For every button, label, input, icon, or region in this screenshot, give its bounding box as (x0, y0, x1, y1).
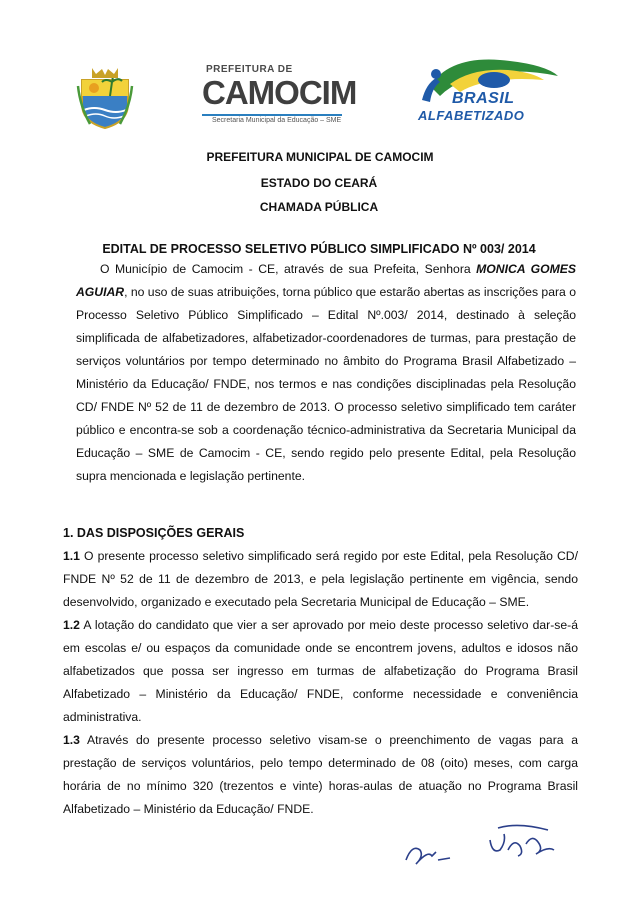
camocim-logo (76, 62, 357, 132)
camocim-underline (202, 114, 342, 116)
clause-text: O presente processo seletivo simplificado será regido por este Edital, pela Resolução CD/ FNDE Nº 52 de 11 de dezembro de 2013, e pela legislação pertinente em vigência, sendo desenvolvido, organizado e executado pela Secretaria Municipal de Educação – SME. (63, 549, 578, 609)
camocim-prefix: PREFEITURA DE (206, 64, 293, 75)
clause-1-3 (63, 729, 578, 821)
section-disposicoes-gerais (63, 522, 578, 821)
document-title-chamada: CHAMADA PÚBLICA (259, 200, 379, 214)
clause-text: Através do presente processo seletivo visam-se o preenchimento de vagas para a prestação de serviços voluntários, pelo tempo determinado de 08 (oito) meses, com carga horária de no mínimo 320 (trezentos e vinte) horas-aulas de atuação no Programa Brasil Alfabetizado – Ministério da Educação/ FNDE. (63, 733, 578, 816)
clause-1-1 (63, 545, 578, 614)
camocim-wordmark (140, 62, 357, 132)
camocim-subtitle: Secretaria Municipal da Educação – SME (212, 117, 342, 124)
prefeita-name: MONICA GOMES AGUIAR (76, 262, 576, 299)
brasil-alfabetizado-logo (410, 56, 560, 136)
intro-paragraph (76, 258, 576, 488)
intro-text-2: , no uso de suas atribuições, torna público que estarão abertas as inscrições para o Processo Seletivo Público Simplificado – Edital Nº.003/ 2014, destinado à seleção simplificada de alfabetizadores, alfabetizador-coordenadores de turmas, para prestação de serviços voluntários por tempo determinado no âmbito do Programa Brasil Alfabetizado – Ministério da Educação/ FNDE, nos termos e nas condições disciplinadas pela Resolução CD/ FNDE Nº 52 de 11 de dezembro de 2013. O processo seletivo simplificado tem caráter público e encontra-se sob a coordenação técnico-administrativa da Secretaria Municipal da Educação – SME de Camocim - CE, sendo regido pelo presente Edital, pela Resolução supra mencionada e legislação pertinente. (76, 285, 576, 483)
document-title-estado: ESTADO DO CEARÁ (260, 176, 378, 190)
document-title-prefeitura: PREFEITURA MUNICIPAL DE CAMOCIM (206, 150, 434, 164)
clause-text: A lotação do candidato que vier a ser aprovado por meio deste processo seletivo dar-se-á em escolas e/ ou espaços da comunidade onde se encontrem jovens, adultos e idosos não alfabetizados que possa ser ingresso em turmas de alfabetização do Programa Brasil Alfabetizado – Ministério da Educação/ FNDE, conforme necessidade e conveniência administrativa. (63, 618, 578, 724)
intro-text-1: O Município de Camocim - CE, através de sua Prefeita, Senhora (100, 262, 477, 276)
handwritten-initials-icon (398, 820, 578, 875)
clause-number: 1.2 (63, 618, 80, 632)
section-heading: 1. DAS DISPOSIÇÕES GERAIS (63, 526, 245, 540)
clause-number: 1.1 (63, 549, 80, 563)
camocim-name: CAMOCIM (202, 74, 357, 111)
brasil-logo-line1: BRASIL (452, 90, 515, 107)
clause-number: 1.3 (63, 733, 80, 747)
municipal-crest-icon (76, 66, 134, 130)
brasil-logo-line2: ALFABETIZADO (418, 108, 525, 123)
clause-1-2 (63, 614, 578, 729)
edital-title: EDITAL DE PROCESSO SELETIVO PÚBLICO SIMPLIFICADO Nº 003/ 2014 (102, 242, 536, 256)
